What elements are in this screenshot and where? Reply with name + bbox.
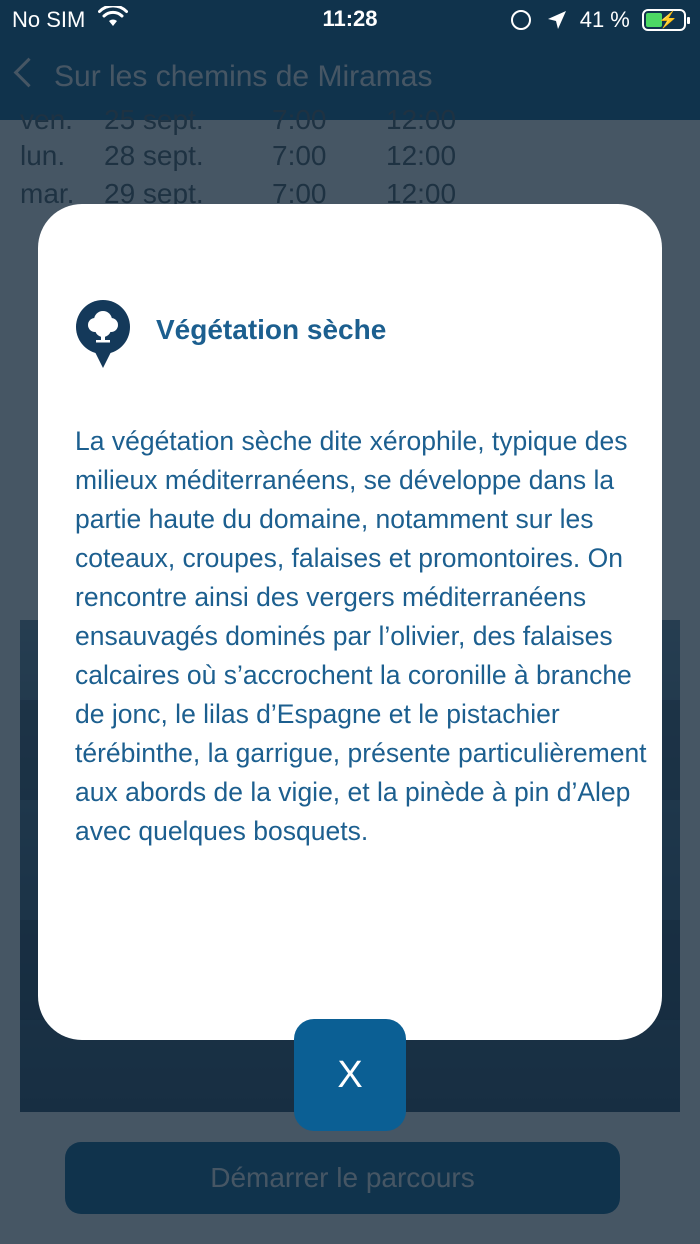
tree-pin-icon — [74, 298, 132, 370]
close-button[interactable]: X — [294, 1019, 406, 1131]
battery-percentage: 41 % — [579, 7, 630, 33]
poi-description: La végétation sèche dite xérophile, typique des milieux méditerranéens, se développe dans la partie haute du domaine, notamment sur les coteaux, croupes, falaises et promontoires. On rencontre ainsi des vergers méditerranéens ensauvagés dominés par l’olivier, des falaises calcaires où s’accrochent la coronille à branche de jonc, le lilas d’Espagne et le pistachier térébinthe, la garrigue, présente particulièrement aux abords de la vigie, et la pinède à pin d’Alep avec quelques bosquets. — [75, 426, 647, 846]
location-arrow-icon — [546, 9, 568, 31]
carrier-label: No SIM — [12, 7, 86, 32]
battery-icon: ⚡ — [642, 9, 686, 31]
poi-title: Végétation sèche — [156, 314, 387, 345]
orientation-lock-icon — [511, 10, 531, 30]
poi-info-modal — [38, 204, 662, 1040]
clock: 11:28 — [322, 6, 378, 31]
status-bar — [0, 0, 700, 40]
